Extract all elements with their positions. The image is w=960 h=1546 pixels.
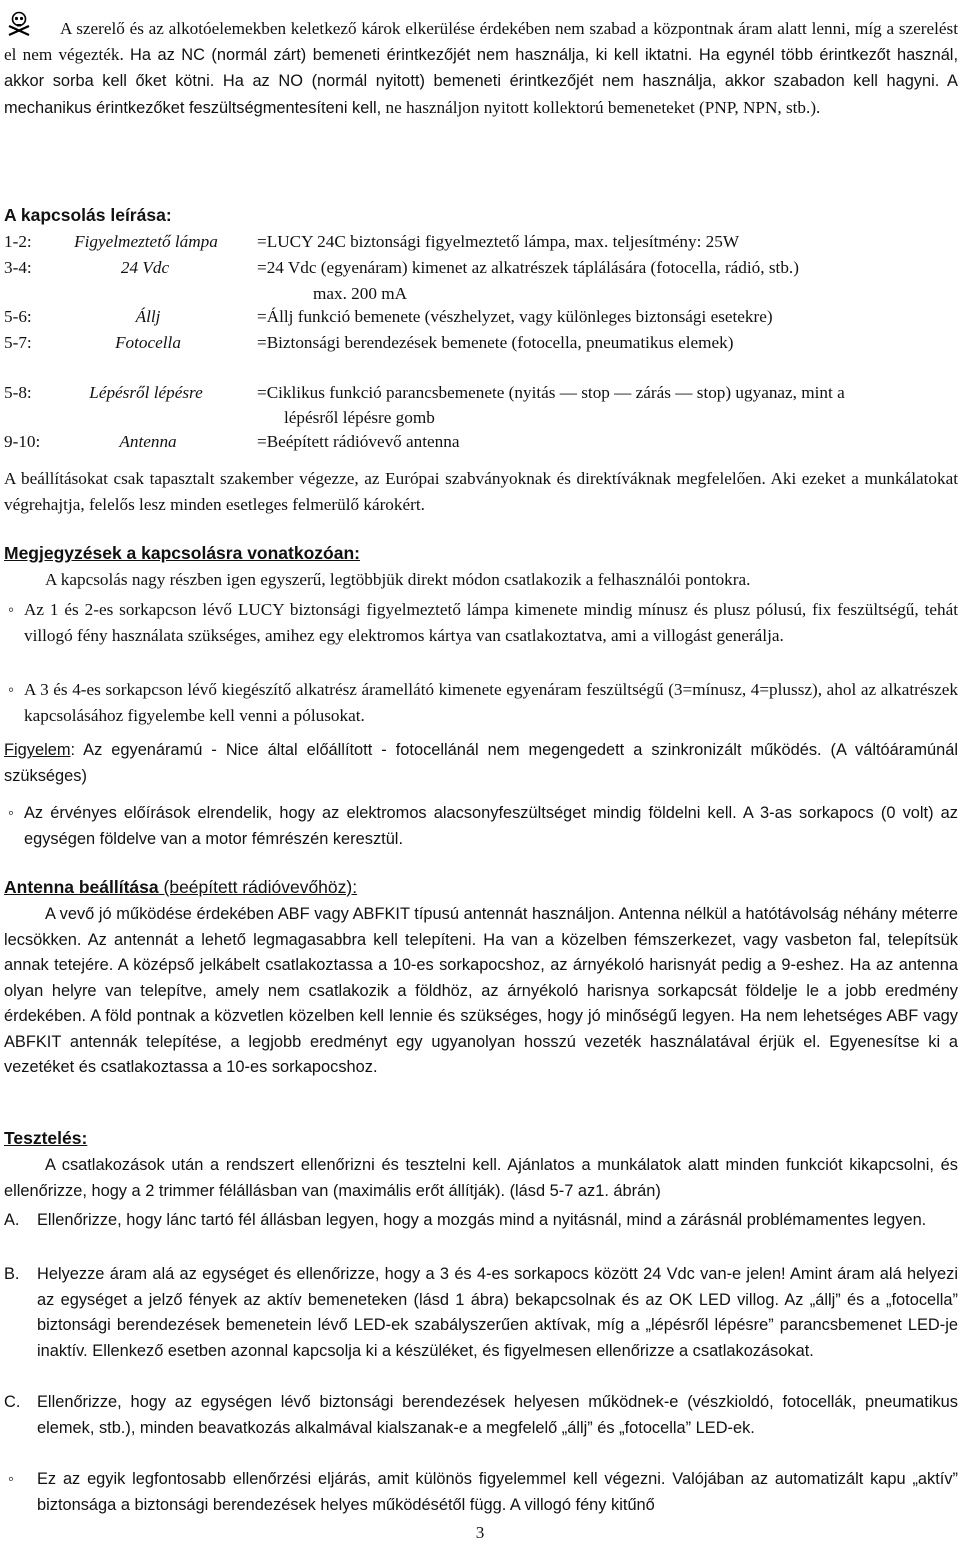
bullet-text: A 3 és 4-es sorkapcson lévő kiegészítő alkatrész áramellátó kimenete egyenáram feszültségű (3=mínusz, 4=plussz), ahol az alkatrészek kapcsolásához figyelembe kell venni a pólusokat. (24, 680, 958, 725)
notes-bullet-2 (4, 677, 958, 728)
item-label: B. (4, 1265, 20, 1283)
intro-serif-text: A szerelő és az alkotóelemekben keletkező károk elkerülése érdekében nem szabad a központnak áram alatt lenni, míg a szerelést el nem végezték. (4, 19, 958, 64)
bullet-marker: ◦ (8, 680, 15, 699)
warning-label: Figyelem (4, 741, 71, 759)
testing-heading (4, 1126, 87, 1152)
item-text: Ellenőrizze, hogy az egységen lévő biztonsági berendezések helyesen működnek-e (vészkioldó, fotocellák, pneumatikus elemek, stb.), minden beavatkozás alkalmával kialszanak-e a megfelelő „állj” és „fotocella” LED-ek. (37, 1393, 958, 1437)
terminal-description: =Beépített rádióvevő antenna (257, 432, 460, 451)
intro-sans-text: Ha az NC (normál zárt) bemeneti érintkezőjét nem használja, ki kell iktatni. Ha egynél több érintkezőt használ, akkor sorba kell őket kötni. Ha az NO (normál nyitott) bemeneti érintkezőjét nem használja, akkor szabadon kell hagyni. A mechanikus érintkezőket feszültségmentesíteni kell, (4, 45, 959, 117)
antenna-heading (4, 875, 357, 901)
warning-paragraph (4, 738, 958, 789)
item-label: C. (4, 1393, 21, 1411)
terminal-number: 5-7: (4, 333, 32, 352)
wiring-heading: A kapcsolás leírása: (4, 205, 172, 225)
item-text: Helyezze áram alá az egységet és ellenőrizze, hogy a 3 és 4-es sorkapocs között 24 Vdc van-e jelen! Amint áram alá helyezi az egységet a jelző fények az aktív bemeneteken (lásd 1 ábra) bekapcsolnak és az OK LED villog. Az „állj” és a „fotocella” biztonsági berendezések bemenetein lévő LED-ek szabályszerűen aktívak, míg a „lépésről lépésre” parancsbemenet LED-je inaktív. Ellenkező esetben azonnal kapcsolja ki a készüléket, és figyelmesen ellenőrizze a csatlakozásokat. (37, 1265, 958, 1360)
page-number: 3 (475, 1523, 485, 1542)
terminal-name: Lépésről lépésre (89, 383, 203, 402)
terminal-description: =Állj funkció bemenete (vészhelyzet, vagy különleges biztonsági esetekre) (257, 307, 773, 326)
notes-bullet-1 (4, 597, 958, 648)
notes-heading-text: Megjegyzések a kapcsolásra vonatkozóan: (4, 543, 360, 563)
antenna-heading-text: Antenna beállítása (4, 877, 159, 897)
terminal-number: 5-8: (4, 383, 32, 402)
wiring-row-3-4 (4, 255, 958, 281)
bullet-text: Az érvényes előírások elrendelik, hogy az elektromos alacsonyfeszültséget mindig földelni kell. A 3-as sorkapocs (0 volt) az egységen földelve van a motor fémrészén keresztül. (24, 804, 958, 848)
wiring-row-5-8 (4, 380, 958, 406)
terminal-description: =Biztonsági berendezések bemenete (fotocella, pneumatikus elemek) (257, 333, 734, 352)
antenna-heading-suffix: (beépített rádióvevőhöz): (158, 877, 358, 897)
wiring-row-1-2 (4, 229, 958, 255)
terminal-name: Figyelmeztető lámpa (74, 232, 218, 251)
terminal-description: =Ciklikus funkció parancsbemenete (nyitás — stop — zárás — stop) ugyanaz, mint a (257, 383, 845, 402)
bullet-text: Az 1 és 2-es sorkapcson lévő LUCY biztonsági figyelmeztető lámpa kimenete mindig mínusz és plusz pólusú, fix feszültségű, tehát villogó fény használata szükséges, amihez egy elektromos kártya van csatlakoztatva, ami a villogást generálja. (24, 600, 958, 645)
wiring-row-5-7 (4, 330, 958, 356)
terminal-number: 3-4: (4, 258, 32, 277)
testing-item-a (4, 1208, 958, 1234)
bullet-marker: ◦ (8, 804, 14, 822)
bullet-marker: ◦ (8, 600, 15, 619)
terminal-description: =LUCY 24C biztonsági figyelmeztető lámpa, max. teljesítmény: 25W (257, 232, 740, 251)
terminal-number: 1-2: (4, 232, 32, 251)
terminal-name: Antenna (119, 432, 177, 451)
disclaimer-paragraph: A beállításokat csak tapasztalt szakember végezze, az Európai szabványoknak és direktíváknak megfelelően. Aki ezeket a munkálatokat végrehajtja, felelős lesz minden esetleges felmerülő károkért. (4, 469, 958, 514)
terminal-name: 24 Vdc (120, 258, 170, 277)
testing-final-bullet (4, 1467, 958, 1518)
testing-intro: A csatlakozások után a rendszert ellenőrizni és tesztelni kell. Ajánlatos a munkálatok alatt minden funkciót kikapcsolni, és ellenőrizze, hogy a 2 trimmer félállásban van (maximális erőt állítják). (lásd 5-7 az1. ábrán) (4, 1156, 958, 1200)
testing-item-c (4, 1390, 958, 1441)
bullet-marker: ◦ (8, 1470, 14, 1488)
terminal-name: Állj (135, 307, 161, 326)
testing-item-b (4, 1262, 958, 1364)
testing-heading-text: Tesztelés: (4, 1128, 88, 1148)
terminal-description-continued: lépésről lépésre gomb (284, 408, 435, 427)
notes-intro: A kapcsolás nagy részben igen egyszerű, legtöbbjük direkt módon csatlakozik a felhasználói pontokra. (45, 570, 751, 589)
terminal-description-continued: max. 200 mA (313, 284, 408, 303)
item-label: A. (4, 1211, 20, 1229)
terminal-name: Fotocella (115, 333, 181, 352)
grounding-bullet (4, 801, 958, 852)
antenna-paragraph: A vevő jó működése érdekében ABF vagy ABFKIT típusú antennát használjon. Antenna nélkül a hatótávolság néhány méterre lecsökken. Az antennát a lehető legmagasabbra kell telepíteni. Ha van a közelben fémszerkezet, vagy vasbeton fal, telepítsük annak tetejére. A középső jelkábelt csatlakoztassa a 10-es sorkapocshoz, az árnyékoló harisnyát pedig a 9-eshez. Ha az antenna olyan helyre van telepítve, amely nem csatlakozik a földhöz, az árnyékoló harisnya sorkapcsát földelje le a jobb eredmény érdekében. A föld pontnak a közvetlen közelben kell lennie és szükséges, hogy jó minőségű legyen. Ha nem lehetséges ABF vagy ABFKIT antennák telepítése, a legjobb eredményt egy ugyanolyan hosszú vezeték használatával érjük el. Egyenesítse ki a vezetéket és csatlakoztassa a 10-es sorkapocshoz. (4, 905, 958, 1076)
wiring-row-5-6 (4, 304, 958, 330)
intro-sans-text-2: ne használjon nyitott kollektorú bemeneteket (PNP, NPN, stb.). (381, 97, 821, 117)
terminal-description: =24 Vdc (egyenáram) kimenet az alkatrészek táplálására (fotocella, rádió, stb.) (257, 258, 799, 277)
bullet-text: Ez az egyik legfontosabb ellenőrzési eljárás, amit különös figyelemmel kell végezni. Valójában az automatizált kapu „aktív” biztonsága a biztonsági berendezések helyes működésétől függ. A villogó fény kitűnő (37, 1470, 958, 1514)
terminal-number: 5-6: (4, 307, 32, 326)
wiring-row-9-10 (4, 429, 958, 455)
terminal-number: 9-10: (4, 432, 41, 451)
notes-heading (4, 541, 360, 567)
warning-text: : Az egyenáramú - Nice által előállított - fotocellánál nem megengedett a szinkronizált működés. (A váltóáramúnál szükséges) (4, 741, 958, 785)
item-text: Ellenőrizze, hogy lánc tartó fél állásban legyen, hogy a mozgás mind a nyitásnál, mind a zárásnál problémamentes legyen. (37, 1211, 927, 1229)
intro-paragraph (4, 16, 958, 121)
